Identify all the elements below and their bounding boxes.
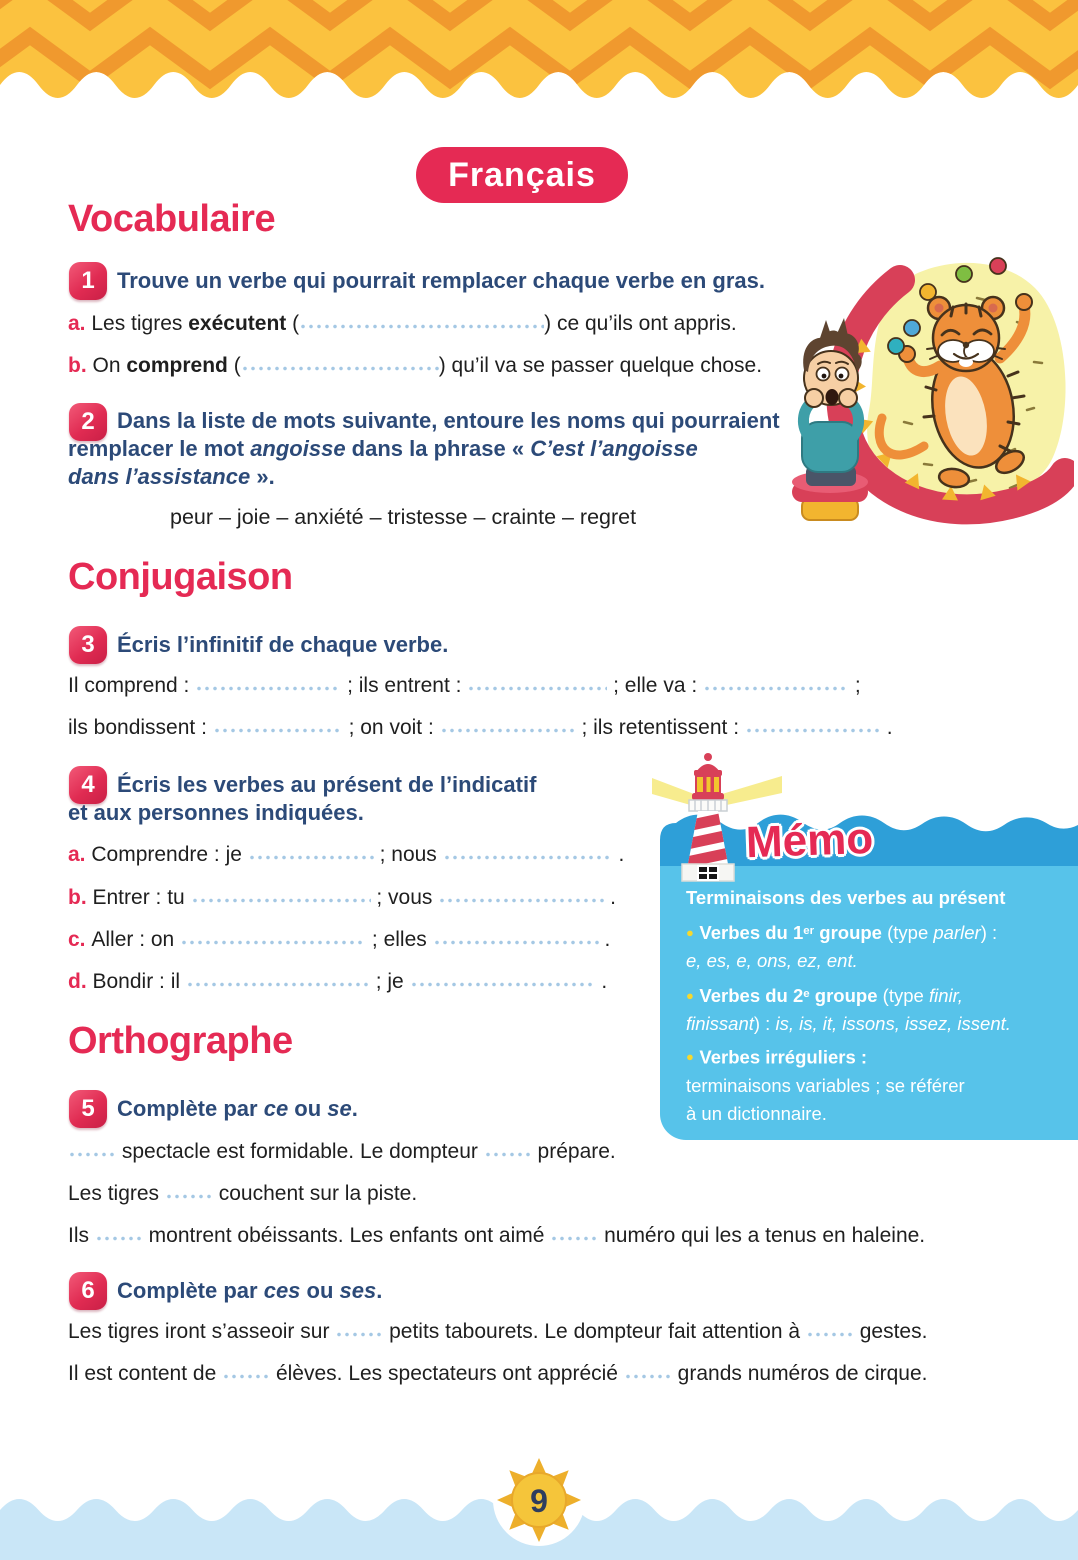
exercise-2-title-line2: remplacer le mot angoisse dans la phrase « C’est l’angoisse (68, 436, 698, 461)
exercise-6-title: Complète par ces ou ses. (117, 1278, 383, 1303)
zigzag-header-band (0, 0, 1078, 115)
exercise-4-number: 4 (69, 766, 107, 804)
exercise-4-title-line1: Écris les verbes au présent de l’indicatif (117, 772, 537, 797)
exercise-2-word-list: peur – joie – anxiété – tristesse – crainte – regret (170, 505, 637, 529)
exercise-6-line-2: Il est content de élèves. Les spectateurs ont apprécié grands numéros de cirque. (68, 1362, 928, 1385)
exercise-5-line-2: Les tigres couchent sur la piste. (68, 1182, 418, 1205)
section-heading-vocabulaire: Vocabulaire (68, 198, 276, 240)
circus-illustration (772, 250, 1074, 532)
memo-rule-2-endings: finissant) : is, is, it, issons, issez, issent. (686, 1013, 1011, 1035)
exercise-3-line-1: Il comprend : ; ils entrent : ; elle va : ; (68, 674, 861, 697)
exercise-3-title: Écris l’infinitif de chaque verbe. (117, 632, 449, 657)
exercise-1-line-a: a. Les tigres exécutent ( ) ce qu’ils ont appris. (68, 312, 737, 335)
exercise-4-title-line2: et aux personnes indiquées. (68, 800, 364, 825)
exercise-4-row-a: a. Comprendre : je ; nous . (68, 843, 625, 866)
memo-title: Mémo (745, 813, 874, 868)
exercise-1-title: Trouve un verbe qui pourrait remplacer chaque verbe en gras. (117, 268, 765, 293)
exercise-4-row-b: b. Entrer : tu ; vous . (68, 886, 616, 909)
memo-rule-1: ● Verbes du 1er groupe (type parler) : (686, 922, 998, 944)
exercise-4-row-d: d. Bondir : il ; je . (68, 970, 608, 993)
exercise-2-number: 2 (69, 403, 107, 441)
page-number: 9 (530, 1483, 548, 1519)
memo-content (686, 884, 1070, 1128)
exercise-3-number: 3 (69, 626, 107, 664)
footer-wave (0, 1440, 1078, 1560)
exercise-2-title-line1: Dans la liste de mots suivante, entoure les noms qui pourraient (117, 408, 780, 433)
exercise-4-row-c: c. Aller : on ; elles . (68, 928, 611, 951)
exercise-5-title: Complète par ce ou se. (117, 1096, 358, 1121)
sun-icon (497, 1458, 581, 1542)
section-heading-conjugaison: Conjugaison (68, 556, 293, 598)
memo-heading: Terminaisons des verbes au présent (686, 887, 1006, 908)
exercise-5-number: 5 (69, 1090, 107, 1128)
memo-rule-3: ● Verbes irréguliers : (686, 1046, 868, 1068)
exercise-3-line-2: ils bondissent : ; on voit : ; ils retentissent : . (68, 716, 893, 739)
exercise-5-line-1: spectacle est formidable. Le dompteur prépare. (68, 1140, 616, 1164)
subject-badge: Français (416, 147, 628, 203)
section-heading-orthographe: Orthographe (68, 1020, 293, 1062)
exercise-2-title-line3: dans l’assistance ». (68, 464, 275, 489)
exercise-6-number: 6 (69, 1272, 107, 1310)
exercise-1-line-b: b. On comprend ( ) qu’il va se passer quelque chose. (68, 354, 763, 377)
exercise-5-line-3: Ils montrent obéissants. Les enfants ont aimé numéro qui les a tenus en haleine. (68, 1224, 926, 1247)
memo-rule-1-endings: e, es, e, ons, ez, ent. (686, 950, 858, 972)
memo-rule-3-note-2: à un dictionnaire. (686, 1102, 827, 1124)
memo-rule-3-note-1: terminaisons variables ; se référer (686, 1074, 965, 1096)
exercise-6-line-1: Les tigres iront s’asseoir sur petits tabourets. Le dompteur fait attention à gestes. (68, 1320, 928, 1343)
exercise-1-number: 1 (69, 262, 107, 300)
memo-rule-2: ● Verbes du 2e groupe (type finir, (686, 985, 963, 1007)
